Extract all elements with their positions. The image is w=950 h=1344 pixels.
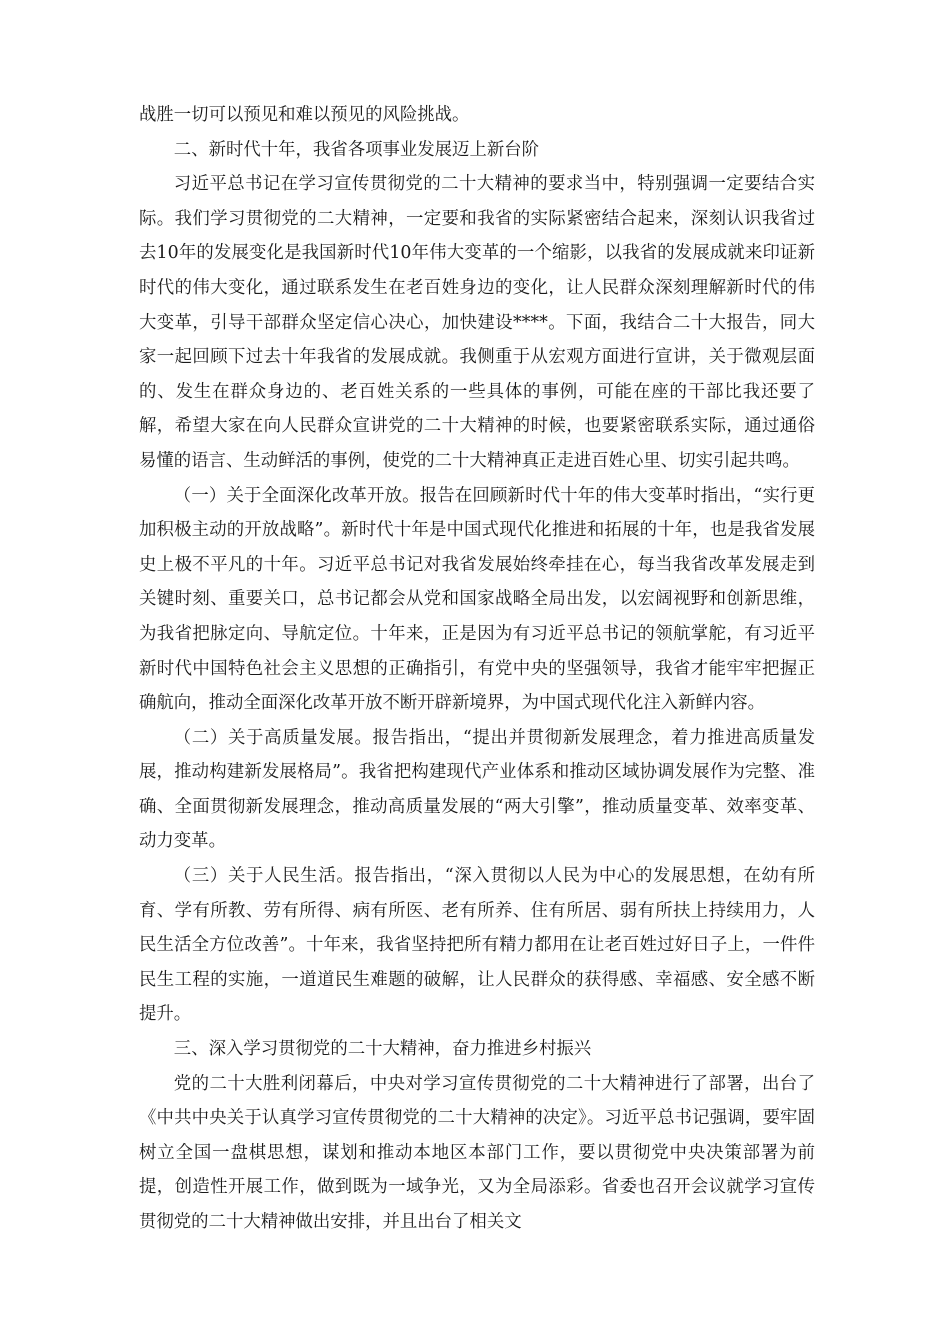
paragraph-people-livelihood: （三）关于人民生活。报告指出，“深入贯彻以人民为中心的发展思想，在幼有所育、学有所教、劳有所得、病有所医、老有所养、住有所居、弱有所扶上持续用力，人民生活全方位改善”。十年来，我省坚持把所有精力都用在让老百姓过好日子上，一件件民生工程的实施，一道道民生难题的破解，让人民群众的获得感、幸福感、安全感不断提升。 bbox=[139, 866, 815, 1025]
paragraph-intro: 习近平总书记在学习宣传贯彻党的二十大精神的要求当中，特别强调一定要结合实际。我们学习贯彻党的二大精神，一定要和我省的实际紧密结合起来，深刻认识我省过去10年的发展变化是我国新时代10年伟大变革的一个缩影，以我省的发展成就来印证新时代的伟大变化，通过联系发生在老百姓身边的变化，让人民群众深刻理解新时代的伟大变革，引导干部群众坚定信心决心，加快建设****。下面，我结合二十大报告，同大家一起回顾下过去十年我省的发展成就。我侧重于从宏观方面进行宣讲，关于微观层面的、发生在群众身边的、老百姓关系的一些具体的事例，可能在座的干部比我还要了解，希望大家在向人民群众宣讲党的二十大精神的时候，也要紧密联系实际，通过通俗易懂的语言、生动鲜活的事例，使党的二十大精神真正走进百姓心里、切实引起共鸣。 bbox=[139, 174, 815, 471]
paragraph-rural-revitalization: 党的二十大胜利闭幕后，中央对学习宣传贯彻党的二十大精神进行了部署，出台了《中共中央关于认真学习宣传贯彻党的二十大精神的决定》。习近平总书记强调，要牢固树立全国一盘棋思想，谋划和推动本地区本部门工作，要以贯彻党中央决策部署为前提，创造性开展工作，做到既为一域争光，又为全局添彩。省委也召开会议就学习宣传贯彻党的二十大精神做出安排，并且出台了相关文 bbox=[139, 1073, 815, 1232]
paragraph-continued: 战胜一切可以预见和难以预见的风险挑战。 bbox=[139, 105, 470, 125]
document-body bbox=[139, 98, 815, 1240]
section-heading-2: 二、新时代十年，我省各项事业发展迈上新台阶 bbox=[173, 139, 540, 160]
paragraph-reform-opening: （一）关于全面深化改革开放。报告在回顾新时代十年的伟大变革时指出，“实行更加积极主动的开放战略”。新时代十年是中国式现代化推进和拓展的十年，也是我省发展史上极不平凡的十年。习近平总书记对我省发展始终牵挂在心，每当我省改革发展走到关键时刻、重要关口，总书记都会从党和国家战略全局出发，以宏阔视野和创新思维，为我省把脉定向、导航定位。十年来，正是因为有习近平总书记的领航掌舵，有习近平新时代中国特色社会主义思想的正确指引，有党中央的坚强领导，我省才能牢牢把握正确航向，推动全面深化改革开放不断开辟新境界，为中国式现代化注入新鲜内容。 bbox=[139, 485, 815, 714]
paragraph-high-quality-development: （二）关于高质量发展。报告指出，“提出并贯彻新发展理念，着力推进高质量发展，推动构建新发展格局”。我省把构建现代产业体系和推动区域协调发展作为完整、准确、全面贯彻新发展理念，推动高质量发展的“两大引擎”，推动质量变革、效率变革、动力变革。 bbox=[139, 727, 815, 852]
section-heading-3: 三、深入学习贯彻党的二十大精神，奋力推进乡村振兴 bbox=[173, 1039, 592, 1060]
